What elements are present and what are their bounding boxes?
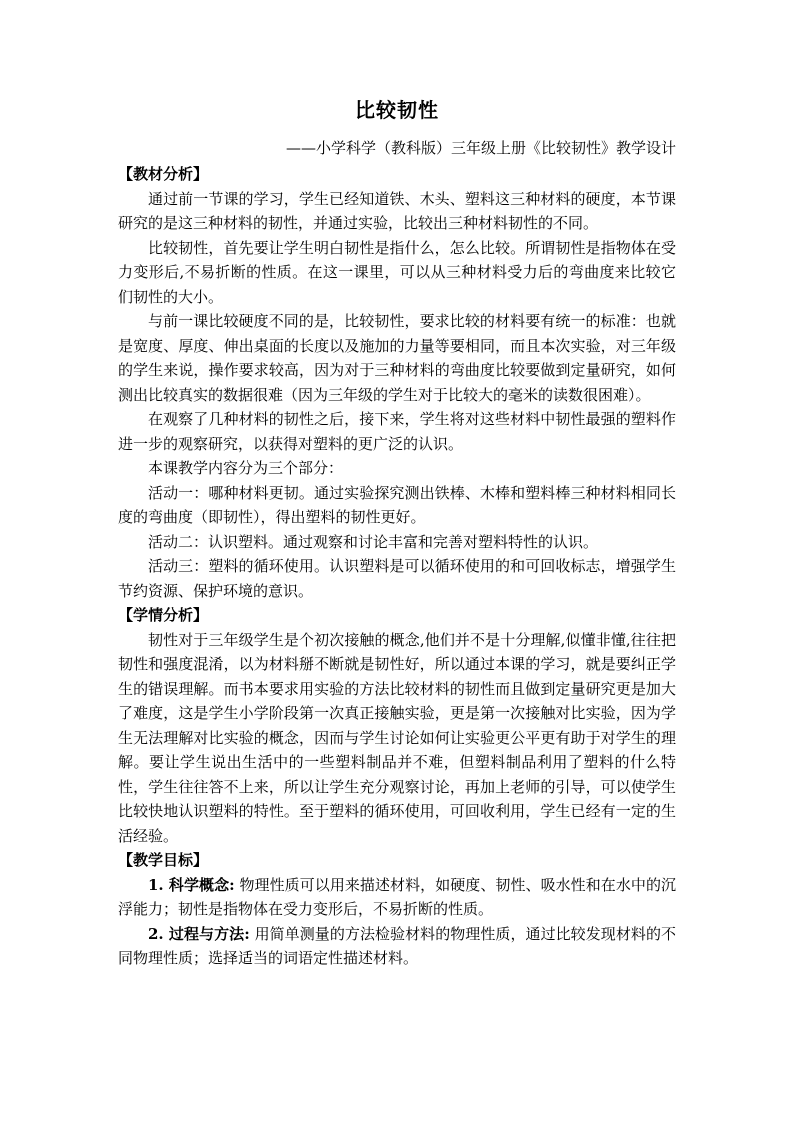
section-heading-textbook-analysis: 【教材分析】	[118, 165, 209, 183]
goal-text: 用简单测量的方法检验材料的物理性质，通过比较发现材料的不同物理性质；选择适当的词语定性描述材料。	[118, 924, 677, 967]
paragraph: 通过前一节课的学习，学生已经知道铁、木头、塑料这三种材料的硬度，本节课研究的是这三种材料的韧性，并通过实验，比较出三种材料韧性的不同。	[118, 189, 676, 232]
paragraph: 与前一课比较硬度不同的是，比较韧性，要求比较的材料要有统一的标准：也就是宽度、厚度、伸出桌面的长度以及施加的力量等要相同，而且本次实验，对三年级的学生来说，操作要求较高，因为对于三种材料的弯曲度比较要做到定量研究，如何测出比较真实的数据很难（因为三年级的学生对于比较大的毫米的读数很困难）。	[118, 312, 676, 404]
document-subtitle: ——小学科学（教科版）三年级上册《比较韧性》教学设计	[285, 139, 676, 157]
paragraph: 比较韧性，首先要让学生明白韧性是指什么，怎么比较。所谓韧性是指物体在受力变形后,不易折断的性质。在这一课里，可以从三种材料受力后的弯曲度来比较它们韧性的大小。	[118, 238, 676, 306]
paragraph: 韧性对于三年级学生是个初次接触的概念,他们并不是十分理解,似懂非懂,往往把韧性和强度混淆，以为材料掰不断就是韧性好，所以通过本课的学习，就是要纠正学生的错误理解。而书本要求用实验的方法比较材料的韧性而且做到定量研究更是加大了难度，这是学生小学阶段第一次真正接触实验，更是第一次接触对比实验，因为学生无法理解对比实验的概念，因而与学生讨论如何让实验更公平更有助于对学生的理解。要让学生说出生活中的一些塑料制品并不难，但塑料制品利用了塑料的什么特性，学生往往答不上来，所以让学生充分观察讨论，再加上老师的引导，可以使学生比较快地认识塑料的特性。至于塑料的循环使用，可回收利用，学生已经有一定的生活经验。	[118, 630, 676, 845]
paragraph: 活动三：塑料的循环使用。认识塑料是可以循环使用的和可回收标志，增强学生节约资源、保护环境的意识。	[118, 557, 676, 600]
paragraph: 本课教学内容分为三个部分：	[148, 459, 344, 477]
section-heading-teaching-goals: 【教学目标】	[118, 851, 209, 869]
paragraph: 在观察了几种材料的韧性之后，接下来，学生将对这些材料中韧性最强的塑料作进一步的观察研究，以获得对塑料的更广泛的认识。	[118, 410, 676, 453]
goal-text: 物理性质可以用来描述材料，如硬度、韧性、吸水性和在水中的沉浮能力；韧性是指物体在受力变形后，不易折断的性质。	[118, 875, 676, 918]
goal-item	[118, 873, 676, 922]
document-title: 比较韧性	[355, 98, 439, 122]
section-heading-learner-analysis: 【学情分析】	[118, 606, 209, 624]
goal-item	[118, 922, 676, 971]
goal-label: 2. 过程与方法:	[148, 924, 250, 943]
document-page	[118, 96, 676, 971]
goal-label: 1. 科学概念:	[148, 875, 235, 894]
paragraph: 活动二：认识塑料。通过观察和讨论丰富和完善对塑料特性的认识。	[148, 532, 599, 551]
paragraph: 活动一：哪种材料更韧。通过实验探究测出铁棒、木棒和塑料棒三种材料相同长度的弯曲度（即韧性），得出塑料的韧性更好。	[118, 483, 676, 526]
